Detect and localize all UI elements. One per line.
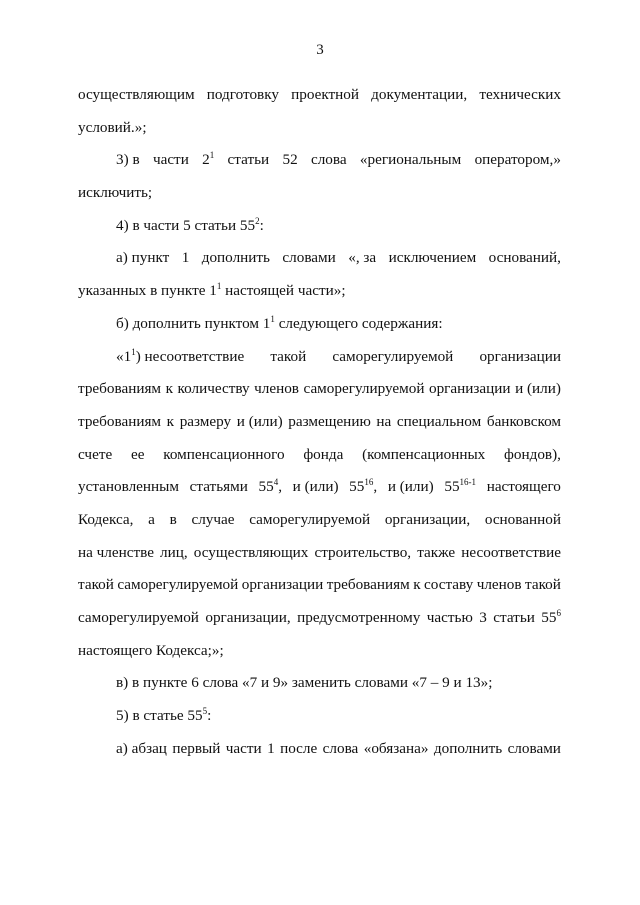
- document-body: [78, 79, 561, 765]
- word: слова: [310, 151, 347, 169]
- word: требованиям: [78, 380, 162, 398]
- word: организации: [241, 576, 324, 594]
- word: такой: [525, 576, 561, 594]
- word: Кодекса,: [78, 510, 134, 528]
- word: размеру: [179, 412, 232, 430]
- text-line: [78, 439, 561, 472]
- word: 1: [181, 249, 190, 267]
- text-line: [78, 537, 561, 570]
- word: статьями: [189, 478, 248, 496]
- word: банковском: [486, 412, 561, 430]
- word: $55^{16}$,: [349, 477, 378, 496]
- word: и (или): [387, 478, 434, 496]
- text-line: [78, 112, 561, 145]
- word: б) дополнить пунктом $1^1$ следующего содержания:: [116, 313, 443, 332]
- word: 1: [267, 739, 275, 757]
- text-line: [78, 569, 561, 602]
- word: словами: [507, 739, 561, 757]
- word: организации,: [205, 609, 291, 626]
- word: случае: [191, 510, 235, 528]
- word: «обязана»: [363, 739, 429, 757]
- text-line: [78, 79, 561, 112]
- text-line: [78, 177, 561, 210]
- word: оснований,: [488, 249, 561, 267]
- text-line: [78, 210, 561, 243]
- word: к: [413, 576, 421, 594]
- word: осуществляющих: [193, 543, 309, 561]
- word: статьи: [227, 151, 270, 169]
- word: ее: [130, 445, 145, 463]
- word: (компенсационных: [362, 445, 486, 463]
- text-line: [78, 242, 561, 275]
- word: количеству: [177, 380, 250, 398]
- word: а: [148, 510, 155, 528]
- text-line: [78, 406, 561, 439]
- word: и (или): [236, 412, 283, 430]
- word: такой: [78, 576, 114, 594]
- text-line: [78, 308, 561, 341]
- word: дополнить: [201, 249, 270, 267]
- word: «, за: [348, 249, 377, 267]
- word: словами: [282, 249, 336, 267]
- text-line: [78, 471, 561, 504]
- word: а) пункт: [116, 249, 170, 267]
- word: к: [165, 380, 173, 398]
- word: саморегулируемой: [332, 347, 454, 365]
- text-line: [78, 700, 561, 733]
- word: 4) в части 5 статьи $55^2$:: [116, 215, 264, 234]
- word: членов: [476, 576, 522, 594]
- word: лиц,: [160, 543, 188, 561]
- word: документации,: [371, 86, 468, 103]
- word: саморегулируемой: [117, 576, 239, 594]
- word: а) абзац: [116, 739, 167, 757]
- word: $2^1$: [202, 150, 215, 169]
- word: к: [166, 412, 175, 430]
- word: настоящего: [486, 478, 561, 496]
- word: статьи: [493, 609, 535, 626]
- word: организации: [479, 347, 561, 365]
- text-line: [78, 667, 561, 700]
- word: технических: [479, 86, 561, 103]
- word: и (или): [515, 380, 561, 398]
- word: требованиям: [78, 412, 162, 430]
- word: 5) в статье $55^5$:: [116, 706, 212, 725]
- word: 55$^{16-1}$: [444, 477, 477, 496]
- word: также: [417, 543, 456, 561]
- word: 3) в: [116, 151, 140, 169]
- word: слова: [322, 739, 359, 757]
- word: «$1^1$) несоответствие: [116, 346, 245, 365]
- word: 3: [479, 609, 487, 626]
- word: членов: [254, 380, 299, 398]
- word: и (или): [292, 478, 339, 496]
- word: осуществляющим: [78, 86, 195, 103]
- word: саморегулируемой: [249, 510, 371, 528]
- word: предусмотренному: [297, 609, 421, 626]
- word: строительство,: [314, 543, 412, 561]
- text-line: [78, 733, 561, 766]
- text-line: [78, 602, 561, 635]
- word: на: [376, 412, 392, 430]
- word: саморегулируемой: [303, 380, 425, 398]
- word: счете: [78, 445, 113, 463]
- word: на членстве: [78, 543, 154, 561]
- word: настоящего Кодекса;»;: [78, 641, 224, 659]
- word: требованиям: [326, 576, 410, 594]
- word: подготовку: [206, 86, 279, 103]
- word: «региональным: [359, 151, 462, 169]
- word: саморегулируемой: [78, 609, 199, 626]
- word: указанных в пункте $1^1$ настоящей части»;: [78, 281, 346, 300]
- word: исключить;: [78, 184, 153, 202]
- word: первый: [172, 739, 221, 757]
- word: специальном: [396, 412, 482, 430]
- word: исключением: [388, 249, 477, 267]
- word: фонда: [303, 445, 344, 463]
- word: установленным: [78, 478, 179, 496]
- word: $55^6$: [541, 608, 561, 626]
- word: части: [152, 151, 189, 169]
- word: оператором,»: [474, 151, 561, 169]
- word: после: [280, 739, 318, 757]
- text-line: [78, 144, 561, 177]
- text-line: [78, 635, 561, 668]
- text-line: [78, 341, 561, 374]
- page-number: 3: [316, 42, 324, 58]
- word: основанной: [484, 510, 561, 528]
- word: составу: [424, 576, 474, 594]
- word: части: [225, 739, 262, 757]
- word: проектной: [291, 86, 359, 103]
- word: в) в пункте 6 слова «7 и 9» заменить словами «7 – 9 и 13»;: [116, 674, 493, 692]
- word: фондов),: [504, 445, 561, 463]
- text-line: [78, 373, 561, 406]
- word: $55^4$,: [258, 477, 282, 496]
- word: такой: [270, 347, 307, 365]
- word: частью: [426, 609, 473, 626]
- word: несоответствие: [461, 543, 561, 561]
- word: 52: [282, 151, 298, 169]
- text-line: [78, 275, 561, 308]
- word: дополнить: [433, 739, 503, 757]
- word: организации: [428, 380, 511, 398]
- word: размещению: [288, 412, 371, 430]
- word: организации,: [384, 510, 471, 528]
- text-line: [78, 504, 561, 537]
- word: условий.»;: [78, 118, 147, 136]
- word: компенсационного: [163, 445, 285, 463]
- word: в: [169, 510, 177, 528]
